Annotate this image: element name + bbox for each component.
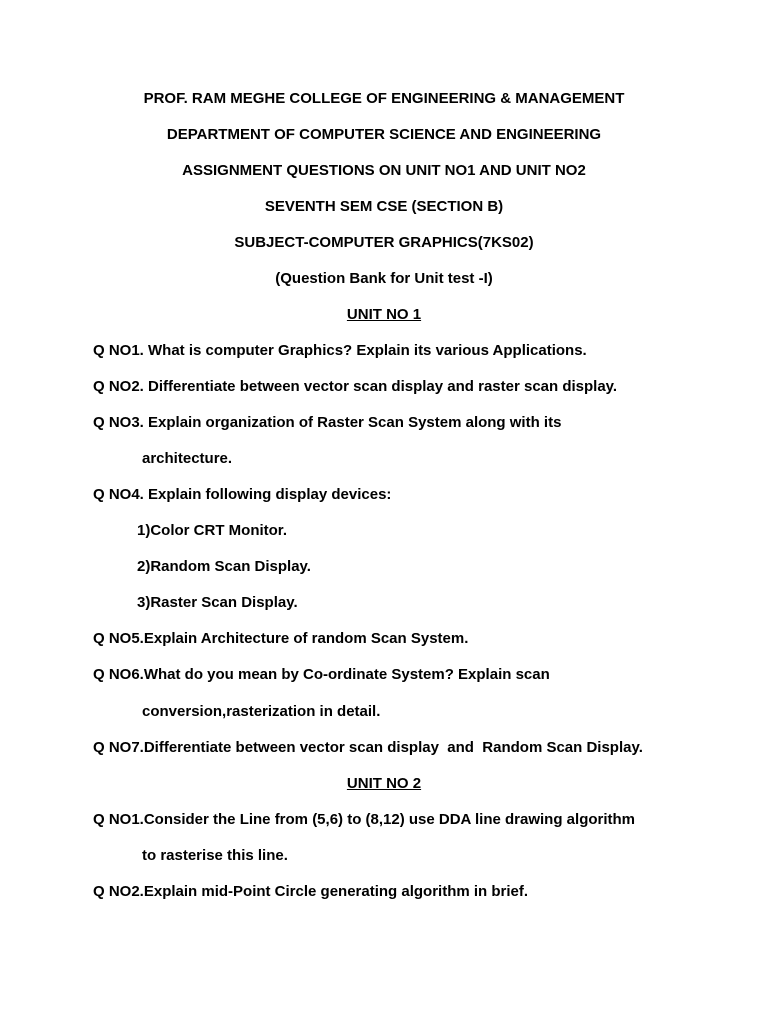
unit2-question-2: Q NO2.Explain mid-Point Circle generating algorithm in brief. xyxy=(93,883,529,900)
unit-2-heading: UNIT NO 2 xyxy=(346,775,422,792)
unit1-question-6-continued: conversion,rasterization in detail. xyxy=(142,703,381,720)
unit1-question-5: Q NO5.Explain Architecture of random Scan System. xyxy=(93,630,469,647)
department-title: DEPARTMENT OF COMPUTER SCIENCE AND ENGINEERING xyxy=(166,126,602,143)
college-title: PROF. RAM MEGHE COLLEGE OF ENGINEERING & MANAGEMENT xyxy=(143,90,625,107)
unit-1-heading: UNIT NO 1 xyxy=(346,306,422,323)
unit1-question-4: Q NO4. Explain following display devices: xyxy=(93,486,392,503)
unit1-question-3: Q NO3. Explain organization of Raster Scan System along with its xyxy=(93,414,562,431)
unit1-question-3-continued: architecture. xyxy=(142,450,233,467)
subject-title: SUBJECT-COMPUTER GRAPHICS(7KS02) xyxy=(234,234,534,251)
semester-title: SEVENTH SEM CSE (SECTION B) xyxy=(264,198,504,215)
question-bank-title: (Question Bank for Unit test -I) xyxy=(275,270,493,287)
unit2-question-1-continued: to rasterise this line. xyxy=(142,847,288,864)
unit1-question-1: Q NO1. What is computer Graphics? Explain its various Applications. xyxy=(93,342,587,359)
unit2-question-1: Q NO1.Consider the Line from (5,6) to (8,12) use DDA line drawing algorithm xyxy=(93,811,636,828)
unit1-question-6: Q NO6.What do you mean by Co-ordinate System? Explain scan xyxy=(93,666,550,683)
unit1-question-2: Q NO2. Differentiate between vector scan display and raster scan display. xyxy=(93,378,618,395)
unit1-question-4-item: 2)Random Scan Display. xyxy=(137,558,311,575)
unit1-question-4-item: 1)Color CRT Monitor. xyxy=(137,522,287,539)
assignment-title: ASSIGNMENT QUESTIONS ON UNIT NO1 AND UNIT NO2 xyxy=(182,162,586,179)
unit1-question-4-item: 3)Raster Scan Display. xyxy=(137,594,298,611)
unit1-question-7: Q NO7.Differentiate between vector scan display and Random Scan Display. xyxy=(93,739,643,756)
